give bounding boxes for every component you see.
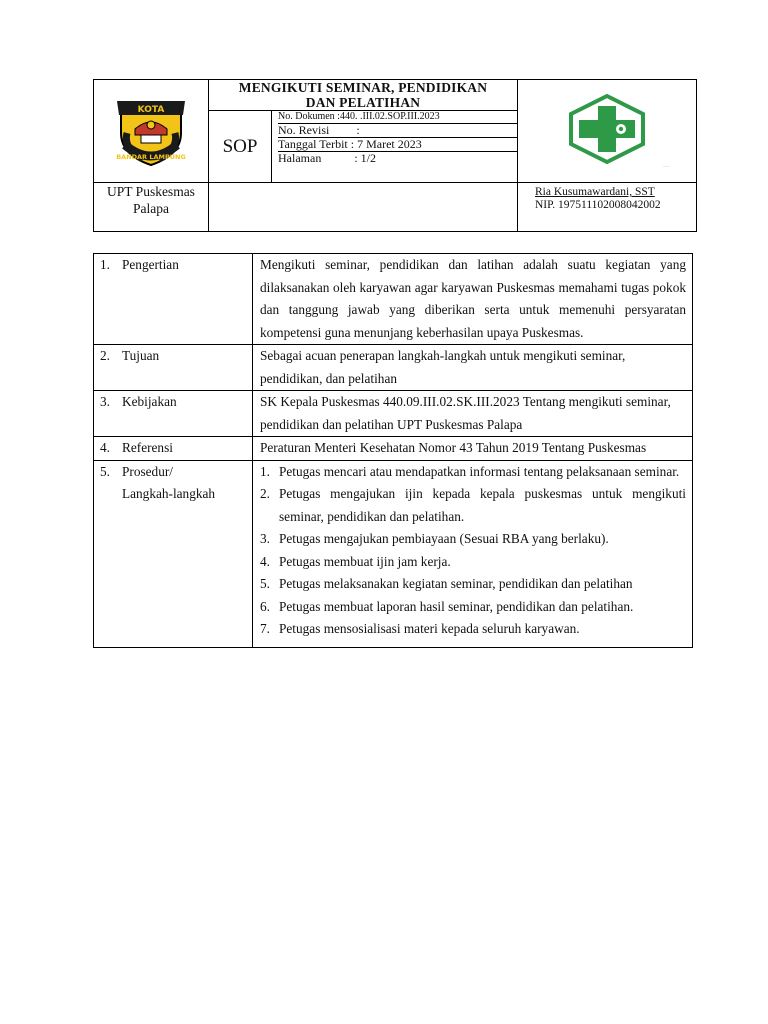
- unit-line-1: UPT Puskesmas: [107, 184, 195, 199]
- procedure-steps-cell: [253, 460, 693, 647]
- logo-fine-print: ..........: [662, 164, 670, 168]
- section-title: Pengertian: [122, 257, 179, 272]
- section-title: Kebijakan: [122, 394, 177, 409]
- step-text: Petugas mencari atau mendapatkan informasi tentang pelaksanaan seminar.: [279, 463, 680, 479]
- section-row: [94, 437, 693, 461]
- section-title-line-2: Langkah-langkah: [122, 486, 216, 501]
- section-label: [94, 345, 253, 391]
- signer-name: Ria Kusumawardani, SST: [535, 186, 655, 198]
- list-item: [260, 573, 686, 596]
- step-number: 5.: [260, 576, 270, 591]
- section-number: 2.: [100, 348, 110, 363]
- section-row: [94, 460, 693, 647]
- step-text: Petugas mengajukan ijin kepada kepala puskesmas untuk mengikuti seminar, pendidikan dan pelatihan.: [279, 486, 686, 524]
- unit-line-2: Palapa: [133, 201, 169, 216]
- sop-content-table: [93, 253, 693, 648]
- section-text: Sebagai acuan penerapan langkah-langkah untuk mengikuti seminar, pendidikan, dan pelatihan: [253, 345, 693, 391]
- section-label: [94, 460, 253, 647]
- section-title: Prosedur/: [122, 463, 173, 479]
- tanggal-terbit: Tanggal Terbit : 7 Maret 2023: [278, 138, 517, 152]
- list-item: [260, 551, 686, 574]
- title-line-1: MENGIKUTI SEMINAR, PENDIDIKAN: [238, 80, 488, 95]
- procedure-steps: [260, 461, 686, 641]
- step-text: Petugas mengajukan pembiayaan (Sesuai RBA yang berlaku).: [279, 531, 609, 546]
- emblem-bottom-text: BANDAR LAMPUNG: [116, 152, 186, 161]
- step-text: Petugas membuat ijin jam kerja.: [279, 553, 451, 569]
- left-logo-cell: [94, 80, 209, 183]
- section-text: Mengikuti seminar, pendidikan dan latihan adalah suatu kegiatan yang dilaksanakan oleh karyawan agar karyawan Puskesmas memahami tugas pokok dan tanggung jawab yang diberikan serta untuk memenuhi persyaratan kompetensi guna menunjang keberhasilan upaya Puskesmas.: [253, 254, 693, 345]
- title-line-2: DAN PELATIHAN: [305, 95, 421, 110]
- step-number: 4.: [260, 553, 270, 569]
- signer-block: [518, 183, 697, 232]
- step-number: 2.: [260, 486, 270, 501]
- section-title: Tujuan: [122, 348, 160, 363]
- list-item: [260, 483, 686, 528]
- section-text: Peraturan Menteri Kesehatan Nomor 43 Tahun 2019 Tentang Puskesmas: [253, 437, 693, 461]
- section-number: 4.: [100, 440, 110, 455]
- section-label: [94, 437, 253, 461]
- section-label: [94, 391, 253, 437]
- sop-label: SOP: [209, 111, 272, 183]
- section-row: [94, 391, 693, 437]
- section-label: [94, 254, 253, 345]
- unit-name: [94, 183, 209, 232]
- document-meta: [272, 111, 518, 183]
- list-item: [260, 528, 686, 551]
- section-row: [94, 345, 693, 391]
- list-item: [260, 461, 686, 484]
- kota-bandar-lampung-emblem-icon: [113, 89, 189, 169]
- right-logo-cell: [518, 80, 697, 183]
- section-number: 1.: [100, 257, 110, 272]
- signer-nip: NIP. 197511102008042002: [535, 199, 661, 211]
- section-number: 5.: [100, 463, 110, 479]
- emblem-top-text: KOTA: [137, 104, 165, 115]
- step-number: 6.: [260, 598, 270, 614]
- step-text: Petugas mensosialisasi materi kepada seluruh karyawan.: [279, 621, 580, 636]
- step-text: Petugas melaksanakan kegiatan seminar, pendidikan dan pelatihan: [279, 576, 633, 591]
- document-title: [209, 80, 518, 111]
- list-item: [260, 596, 686, 619]
- step-number: 1.: [260, 463, 270, 479]
- no-revisi: No. Revisi :: [278, 124, 517, 138]
- section-row: [94, 254, 693, 345]
- section-text: SK Kepala Puskesmas 440.09.III.02.SK.III.2023 Tentang mengikuti seminar, pendidikan dan pelatihan UPT Puskesmas Palapa: [253, 391, 693, 437]
- sop-header-table: [93, 79, 697, 232]
- list-item: [260, 618, 686, 641]
- empty-cell: [209, 183, 518, 232]
- halaman: Halaman : 1/2: [278, 152, 376, 165]
- step-text: Petugas membuat laporan hasil seminar, pendidikan dan pelatihan.: [279, 598, 634, 614]
- section-title: Referensi: [122, 440, 173, 455]
- puskesmas-cross-logo-icon: [567, 94, 647, 164]
- no-dokumen: No. Dokumen :440. .III.02.SOP.III.2023: [278, 111, 517, 124]
- section-number: 3.: [100, 394, 110, 409]
- step-number: 3.: [260, 531, 270, 546]
- step-number: 7.: [260, 621, 270, 636]
